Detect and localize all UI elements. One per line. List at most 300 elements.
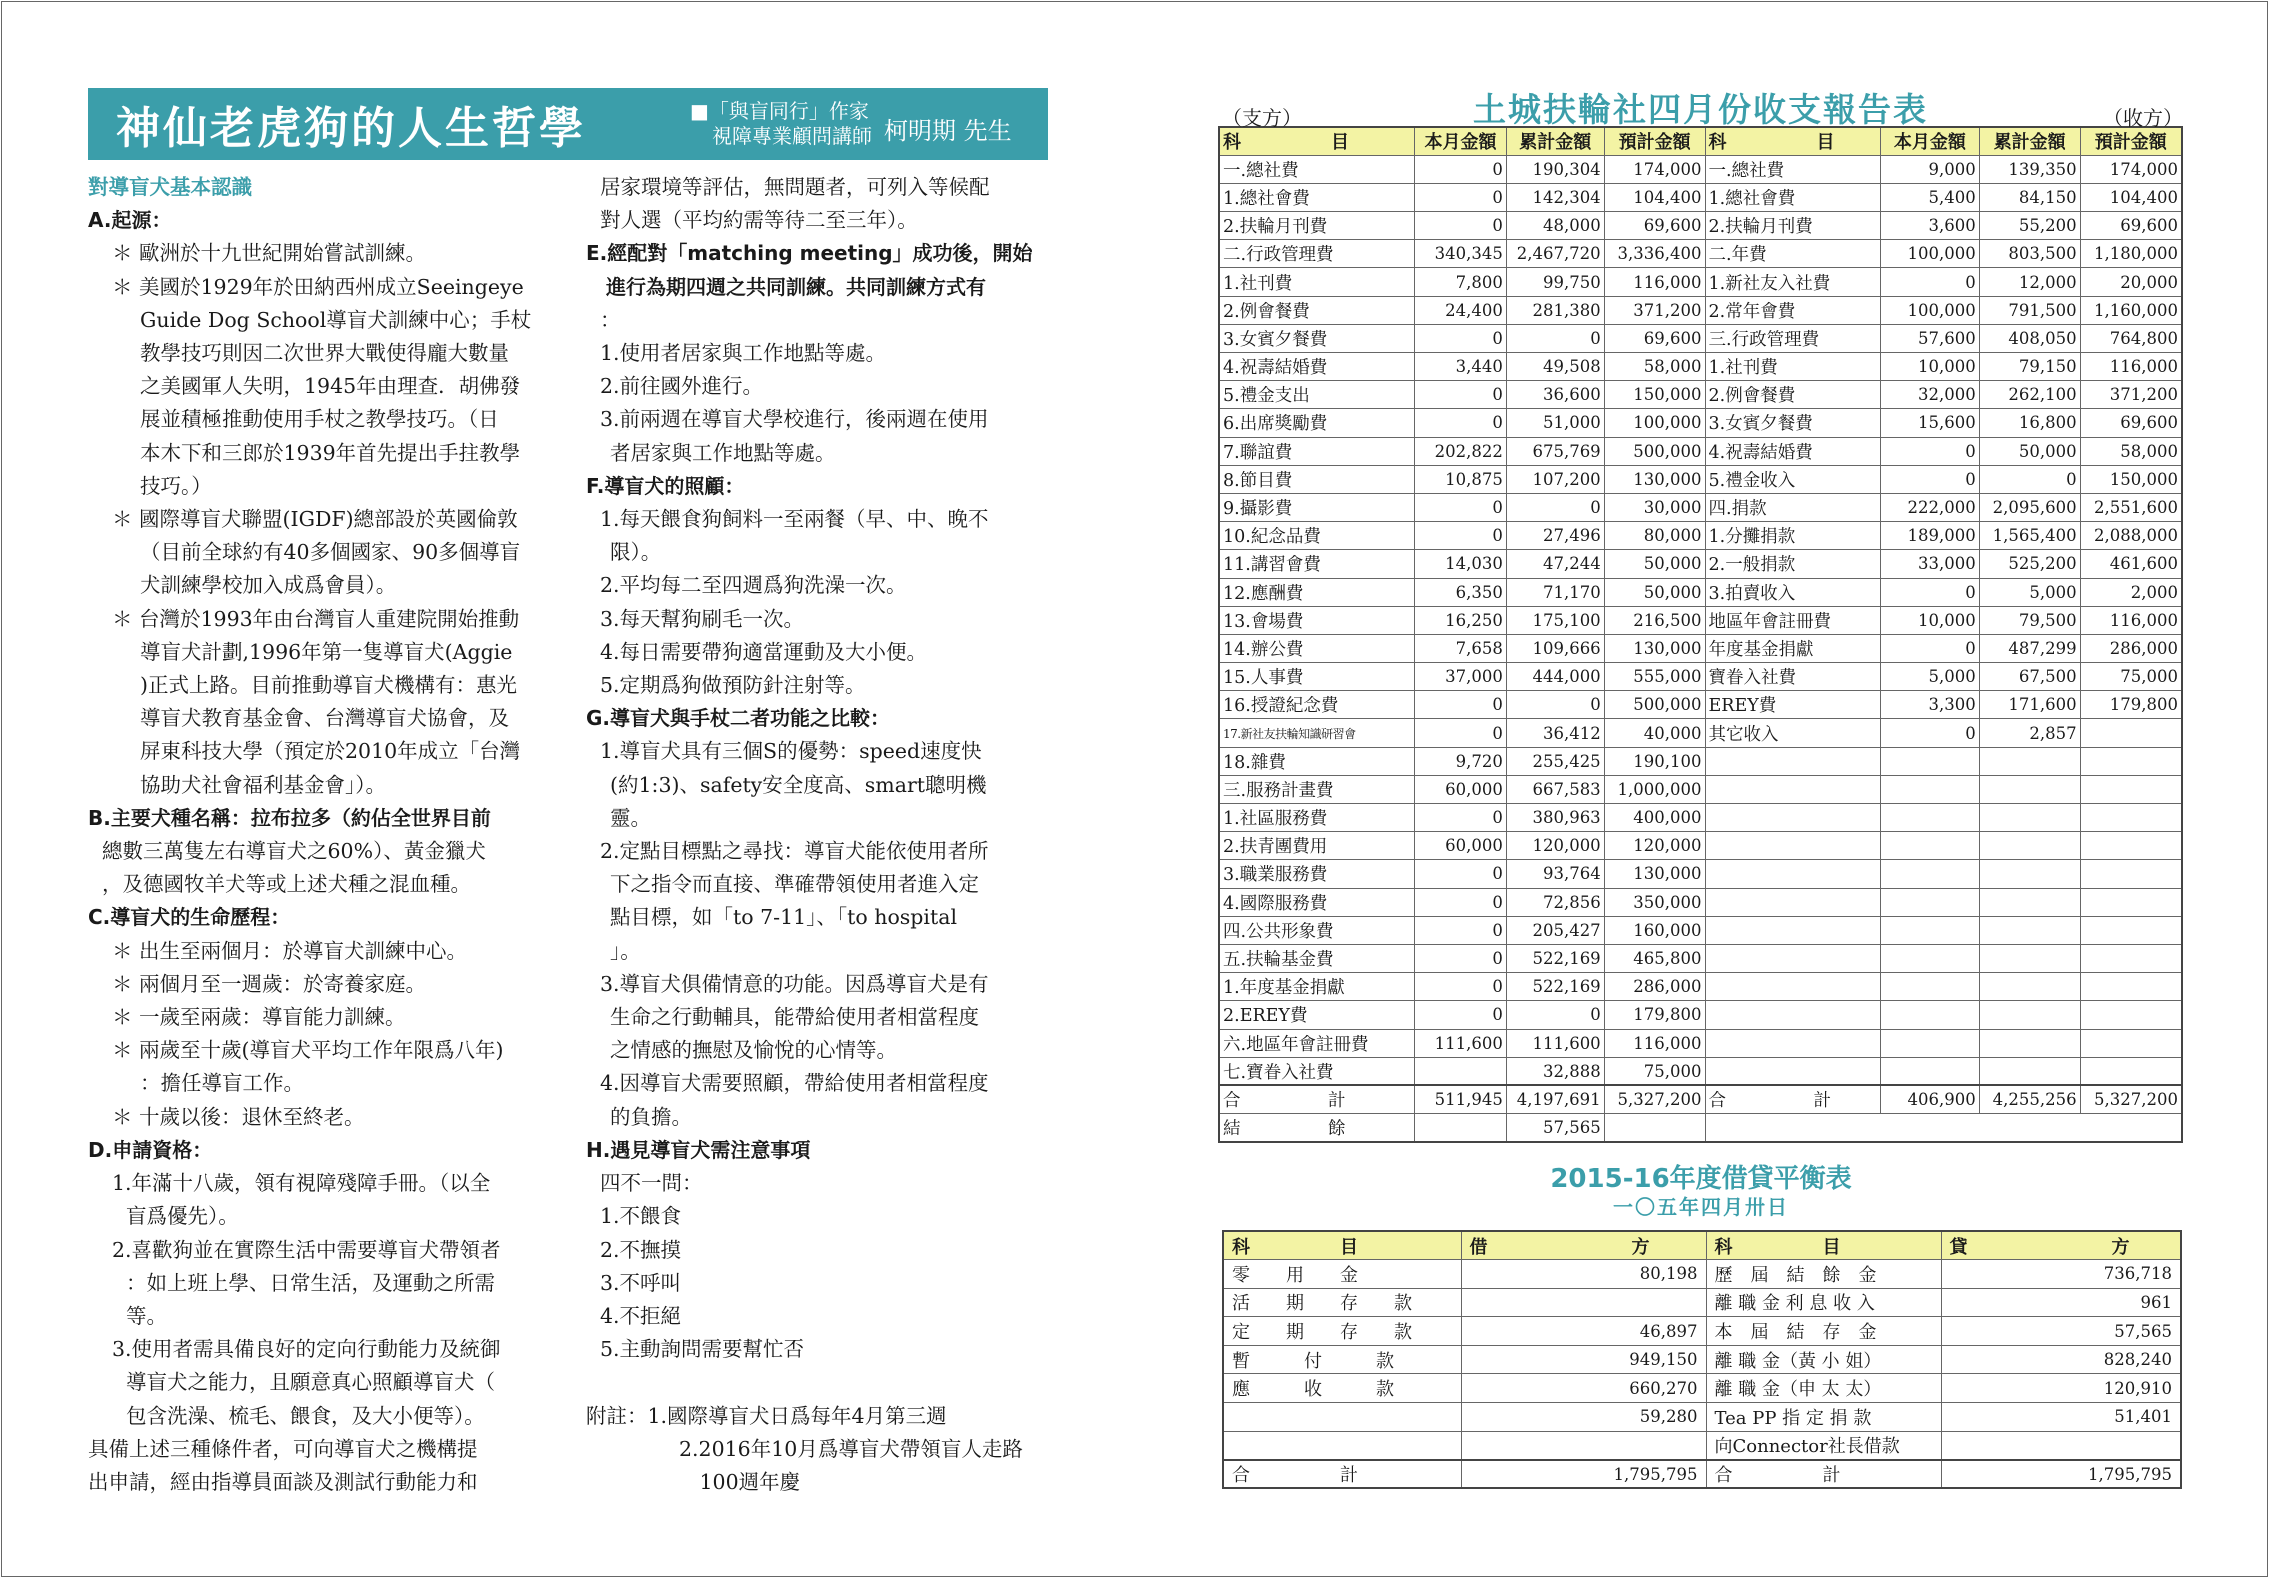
amount-cell bbox=[2080, 747, 2182, 775]
table-row bbox=[1219, 973, 2182, 1001]
balance-amount: 57,565 bbox=[1506, 1114, 1604, 1142]
amount-cell: 0 bbox=[1415, 212, 1507, 240]
article-column-right bbox=[586, 171, 1056, 1499]
item-label: 2.EREY費 bbox=[1219, 1001, 1415, 1029]
amount-cell: 36,412 bbox=[1506, 719, 1604, 747]
item-label: 活 期 存 款 bbox=[1223, 1288, 1461, 1317]
article-line: 導盲犬教育基金會、台灣導盲犬協會，及 bbox=[140, 706, 509, 731]
article-line: D.申請資格： bbox=[88, 1137, 213, 1162]
amount-cell bbox=[1880, 747, 1979, 775]
amount-cell bbox=[1880, 775, 1979, 803]
amount-cell: 55,200 bbox=[1979, 212, 2080, 240]
amount-cell: 174,000 bbox=[2080, 155, 2182, 183]
item-label: 寶眷入社費 bbox=[1705, 663, 1880, 691]
total-amount: 1,795,795 bbox=[1461, 1460, 1706, 1489]
amount-cell bbox=[2080, 888, 2182, 916]
item-label: 2.扶輪月刊費 bbox=[1219, 212, 1415, 240]
amount-cell: 67,500 bbox=[1979, 663, 2080, 691]
amount-cell: 5,000 bbox=[1979, 578, 2080, 606]
article-line: 屏東科技大學（預定於2010年成立「台灣 bbox=[140, 739, 521, 764]
article-line: ＊ 一歲至兩歲：導盲能力訓練。 bbox=[112, 1005, 406, 1030]
amount-cell: 80,000 bbox=[1604, 522, 1705, 550]
table-row bbox=[1219, 775, 2182, 803]
amount-cell bbox=[1880, 1001, 1979, 1029]
amount-cell: 10,000 bbox=[1880, 606, 1979, 634]
amount-cell: 0 bbox=[1415, 973, 1507, 1001]
total-row bbox=[1223, 1460, 2181, 1489]
amount-cell: 111,600 bbox=[1415, 1029, 1507, 1057]
amount-cell: 3,440 bbox=[1415, 353, 1507, 381]
amount-cell: 286,000 bbox=[1604, 973, 1705, 1001]
amount-cell bbox=[2080, 1029, 2182, 1057]
amount-cell: 522,169 bbox=[1506, 944, 1604, 972]
article-line: （目前全球約有40多個國家、90多個導盲 bbox=[140, 540, 521, 565]
amount-cell: 171,600 bbox=[1979, 691, 2080, 719]
expense-label: （支方） bbox=[1222, 106, 1302, 130]
amount-cell: 380,963 bbox=[1506, 804, 1604, 832]
item-label: 1.社刊費 bbox=[1219, 268, 1415, 296]
amount-cell: 487,299 bbox=[1979, 634, 2080, 662]
amount-cell: 0 bbox=[1415, 860, 1507, 888]
article-line: 限）。 bbox=[610, 540, 662, 565]
amount-cell: 949,150 bbox=[1461, 1345, 1706, 1374]
article-line: 2.喜歡狗並在實際生活中需要導盲犬帶領者 bbox=[112, 1237, 501, 1262]
amount-cell: 20,000 bbox=[2080, 268, 2182, 296]
article-line: 展並積極推動使用手杖之教學技巧。（日 bbox=[140, 407, 499, 432]
amount-cell: 104,400 bbox=[2080, 183, 2182, 211]
amount-cell bbox=[1979, 747, 2080, 775]
amount-cell: 58,000 bbox=[2080, 437, 2182, 465]
item-label bbox=[1705, 1057, 1880, 1085]
amount-cell: 120,910 bbox=[1941, 1374, 2181, 1403]
item-label: 3.女賓夕餐費 bbox=[1219, 324, 1415, 352]
amount-cell bbox=[1880, 944, 1979, 972]
amount-cell: 5,400 bbox=[1880, 183, 1979, 211]
article-line: 2.2016年10月爲導盲犬帶領盲人走路 bbox=[638, 1436, 1023, 1461]
item-label: 10.紀念品費 bbox=[1219, 522, 1415, 550]
item-label bbox=[1705, 944, 1880, 972]
amount-cell: 555,000 bbox=[1604, 663, 1705, 691]
table-row bbox=[1219, 1029, 2182, 1057]
amount-cell: 7,658 bbox=[1415, 634, 1507, 662]
amount-cell: 2,088,000 bbox=[2080, 522, 2182, 550]
amount-cell: 660,270 bbox=[1461, 1374, 1706, 1403]
article-line: 2.不撫摸 bbox=[600, 1237, 682, 1262]
column-header: 科 目 bbox=[1706, 1231, 1941, 1260]
amount-cell: 80,198 bbox=[1461, 1260, 1706, 1289]
amount-cell: 30,000 bbox=[1604, 493, 1705, 521]
total-amount: 4,197,691 bbox=[1506, 1085, 1604, 1113]
article-line: ＊ 歐洲於十九世紀開始嘗試訓練。 bbox=[112, 241, 427, 266]
item-label: Tea PP 指 定 捐 款 bbox=[1706, 1403, 1941, 1432]
table-row bbox=[1219, 634, 2182, 662]
amount-cell: 116,000 bbox=[2080, 353, 2182, 381]
article-line: ＊ 出生至兩個月：於導盲犬訓練中心。 bbox=[112, 938, 468, 963]
article-line: ：如上班上學、日常生活，及運動之所需 bbox=[126, 1270, 495, 1295]
amount-cell bbox=[2080, 1001, 2182, 1029]
amount-cell: 116,000 bbox=[2080, 606, 2182, 634]
article-line: 5.定期爲狗做預防針注射等。 bbox=[600, 673, 866, 698]
item-label: 7.聯誼費 bbox=[1219, 437, 1415, 465]
amount-cell: 0 bbox=[1979, 465, 2080, 493]
amount-cell: 0 bbox=[1415, 381, 1507, 409]
amount-cell: 100,000 bbox=[1604, 409, 1705, 437]
item-label: 五.扶輪基金費 bbox=[1219, 944, 1415, 972]
table-row bbox=[1219, 465, 2182, 493]
table-row bbox=[1219, 268, 2182, 296]
table-row bbox=[1219, 944, 2182, 972]
table-row bbox=[1219, 691, 2182, 719]
amount-cell: 59,280 bbox=[1461, 1403, 1706, 1432]
amount-cell: 160,000 bbox=[1604, 916, 1705, 944]
amount-cell: 791,500 bbox=[1979, 296, 2080, 324]
table-row bbox=[1219, 578, 2182, 606]
amount-cell: 130,000 bbox=[1604, 634, 1705, 662]
amount-cell bbox=[2080, 719, 2182, 747]
amount-cell: 71,170 bbox=[1506, 578, 1604, 606]
article-line: 2.平均每二至四週爲狗洗澡一次。 bbox=[600, 573, 907, 598]
column-header: 預計金額 bbox=[2080, 127, 2182, 155]
amount-cell bbox=[1461, 1288, 1706, 1317]
amount-cell: 0 bbox=[1880, 719, 1979, 747]
amount-cell: 1,565,400 bbox=[1979, 522, 2080, 550]
total-amount: 5,327,200 bbox=[2080, 1085, 2182, 1113]
article-line: 出申請，經由指導員面談及測試行動能力和 bbox=[88, 1469, 478, 1494]
amount-cell: 2,551,600 bbox=[2080, 493, 2182, 521]
article-line: ： bbox=[600, 307, 621, 332]
article-line: 4.每日需要帶狗適當運動及大小便。 bbox=[600, 639, 928, 664]
item-label: 向Connector社長借款 bbox=[1706, 1431, 1941, 1460]
amount-cell: 46,897 bbox=[1461, 1317, 1706, 1346]
item-label: 其它收入 bbox=[1705, 719, 1880, 747]
amount-cell: 262,100 bbox=[1979, 381, 2080, 409]
item-label bbox=[1705, 775, 1880, 803]
amount-cell: 0 bbox=[1415, 888, 1507, 916]
article-line: 2.定點目標點之尋找：導盲犬能依使用者所 bbox=[600, 839, 989, 864]
amount-cell bbox=[1979, 1001, 2080, 1029]
article-line: 等。 bbox=[126, 1303, 167, 1328]
item-label: 三.服務計畫費 bbox=[1219, 775, 1415, 803]
item-label: 18.雜費 bbox=[1219, 747, 1415, 775]
amount-cell bbox=[1979, 860, 2080, 888]
amount-cell: 33,000 bbox=[1880, 550, 1979, 578]
item-label: 2.一般捐款 bbox=[1705, 550, 1880, 578]
column-header: 累計金額 bbox=[1979, 127, 2080, 155]
amount-cell: 7,800 bbox=[1415, 268, 1507, 296]
amount-cell: 1,000,000 bbox=[1604, 775, 1705, 803]
amount-cell: 111,600 bbox=[1506, 1029, 1604, 1057]
article-line: Guide Dog School導盲犬訓練中心；手杖 bbox=[140, 307, 532, 332]
amount-cell: 0 bbox=[1506, 691, 1604, 719]
article-line: H.遇見導盲犬需注意事項 bbox=[586, 1137, 811, 1162]
table-row bbox=[1219, 493, 2182, 521]
article-line: 點目標，如「to 7-11」、「to hospital bbox=[610, 905, 958, 930]
table-row bbox=[1219, 860, 2182, 888]
article-line: ＊ 美國於1929年於田納西州成立Seeingeye bbox=[112, 274, 524, 299]
balance-amount bbox=[1415, 1114, 1507, 1142]
article-line: 3.前兩週在導盲犬學校進行，後兩週在使用 bbox=[600, 407, 989, 432]
amount-cell bbox=[1979, 916, 2080, 944]
article-line: B.主要犬種名稱：拉布拉多（約佔全世界目前 bbox=[88, 805, 491, 830]
item-label: 1.社區服務費 bbox=[1219, 804, 1415, 832]
amount-cell: 281,380 bbox=[1506, 296, 1604, 324]
table-row bbox=[1219, 1057, 2182, 1085]
article-line: 4.不拒絕 bbox=[600, 1303, 682, 1328]
amount-cell: 79,150 bbox=[1979, 353, 2080, 381]
item-label: 12.應酬費 bbox=[1219, 578, 1415, 606]
amount-cell: 0 bbox=[1880, 465, 1979, 493]
table-row bbox=[1219, 212, 2182, 240]
amount-cell: 0 bbox=[1415, 493, 1507, 521]
balance-sheet-table bbox=[1222, 1230, 2182, 1489]
total-amount: 4,255,256 bbox=[1979, 1085, 2080, 1113]
article-line: 導盲犬計劃,1996年第一隻導盲犬(Aggie bbox=[140, 639, 513, 664]
amount-cell: 84,150 bbox=[1979, 183, 2080, 211]
article-line: E.經配對「matching meeting」成功後，開始 bbox=[586, 241, 1033, 266]
amount-cell: 50,000 bbox=[1979, 437, 2080, 465]
amount-cell: 104,400 bbox=[1604, 183, 1705, 211]
amount-cell: 0 bbox=[1506, 324, 1604, 352]
item-label: 3.女賓夕餐費 bbox=[1705, 409, 1880, 437]
item-label bbox=[1705, 1001, 1880, 1029]
amount-cell bbox=[1979, 775, 2080, 803]
item-label bbox=[1223, 1431, 1461, 1460]
article-line bbox=[586, 1366, 1056, 1399]
amount-cell: 120,000 bbox=[1506, 832, 1604, 860]
amount-cell: 189,000 bbox=[1880, 522, 1979, 550]
item-label: 2.扶輪月刊費 bbox=[1705, 212, 1880, 240]
amount-cell bbox=[1979, 804, 2080, 832]
amount-cell: 120,000 bbox=[1604, 832, 1705, 860]
amount-cell bbox=[1880, 860, 1979, 888]
item-label bbox=[1705, 1029, 1880, 1057]
article-line: 對人選（平均約需等待二至三年）。 bbox=[600, 208, 918, 233]
amount-cell: 139,350 bbox=[1979, 155, 2080, 183]
amount-cell: 828,240 bbox=[1941, 1345, 2181, 1374]
item-label: 零 用 金 bbox=[1223, 1260, 1461, 1289]
amount-cell bbox=[2080, 860, 2182, 888]
amount-cell bbox=[2080, 832, 2182, 860]
table-row bbox=[1219, 1001, 2182, 1029]
item-label: 四.捐款 bbox=[1705, 493, 1880, 521]
column-header: 預計金額 bbox=[1604, 127, 1705, 155]
article-line: 1.每天餵食狗飼料一至兩餐（早、中、晚不 bbox=[600, 507, 989, 532]
balance-sheet-title: 2015-16年度借貸平衡表 bbox=[1550, 1164, 1852, 1194]
item-label: 1.總社會費 bbox=[1705, 183, 1880, 211]
article-line: 之美國軍人失明，1945年由理查．胡佛發 bbox=[140, 374, 521, 399]
amount-cell: 49,508 bbox=[1506, 353, 1604, 381]
total-label: 合 計 bbox=[1219, 1085, 1415, 1113]
amount-cell: 10,000 bbox=[1880, 353, 1979, 381]
amount-cell: 60,000 bbox=[1415, 775, 1507, 803]
author-role bbox=[690, 99, 872, 149]
column-header: 科 目 bbox=[1219, 127, 1415, 155]
balance-amount bbox=[1604, 1114, 1705, 1142]
amount-cell: 150,000 bbox=[1604, 381, 1705, 409]
table-row bbox=[1219, 832, 2182, 860]
amount-cell bbox=[2080, 916, 2182, 944]
amount-cell: 51,000 bbox=[1506, 409, 1604, 437]
amount-cell bbox=[1880, 804, 1979, 832]
article-line: A.起源： bbox=[88, 208, 172, 233]
article-line: 2.前往國外進行。 bbox=[600, 374, 764, 399]
amount-cell bbox=[1979, 944, 2080, 972]
amount-cell: 0 bbox=[1880, 437, 1979, 465]
balance-sheet bbox=[1222, 1158, 2180, 1489]
amount-cell: 27,496 bbox=[1506, 522, 1604, 550]
report-header-row bbox=[1219, 127, 2182, 155]
article-line: 生命之行動輔具，能帶給使用者相當程度 bbox=[610, 1005, 979, 1030]
article-line: 4.因導盲犬需要照顧，帶給使用者相當程度 bbox=[600, 1071, 989, 1096]
item-label: 一.總社費 bbox=[1219, 155, 1415, 183]
item-label: 應 收 款 bbox=[1223, 1374, 1461, 1403]
amount-cell: 2,467,720 bbox=[1506, 240, 1604, 268]
amount-cell: 32,000 bbox=[1880, 381, 1979, 409]
article-line: ＊ 兩個月至一週歲：於寄養家庭。 bbox=[112, 971, 427, 996]
amount-cell bbox=[1880, 888, 1979, 916]
total-amount: 406,900 bbox=[1880, 1085, 1979, 1113]
author-role-line1: ■「與盲同行」作家 bbox=[690, 99, 869, 123]
amount-cell: 47,244 bbox=[1506, 550, 1604, 578]
table-row bbox=[1219, 409, 2182, 437]
amount-cell: 0 bbox=[1415, 409, 1507, 437]
amount-cell: 57,565 bbox=[1941, 1317, 2181, 1346]
article-line: C.導盲犬的生命歷程： bbox=[88, 905, 291, 930]
table-row bbox=[1223, 1374, 2181, 1403]
amount-cell bbox=[1941, 1431, 2181, 1460]
article-line: 者居家與工作地點等處。 bbox=[610, 440, 836, 465]
balance-label: 結 餘 bbox=[1219, 1114, 1415, 1142]
amount-cell: 9,000 bbox=[1880, 155, 1979, 183]
amount-cell bbox=[1979, 973, 2080, 1001]
article-line: G.導盲犬與手杖二者功能之比較： bbox=[586, 706, 891, 731]
amount-cell: 222,000 bbox=[1880, 493, 1979, 521]
article-line: 1.導盲犬具有三個S的優勢：speed速度快 bbox=[600, 739, 982, 764]
amount-cell: 803,500 bbox=[1979, 240, 2080, 268]
amount-cell bbox=[1979, 1029, 2080, 1057]
income-expense-report bbox=[1218, 84, 2183, 1143]
amount-cell: 5,000 bbox=[1880, 663, 1979, 691]
author-role-line2: 視障專業顧問講師 bbox=[712, 124, 872, 148]
table-row bbox=[1219, 719, 2182, 747]
article-line: 總數三萬隻左右導盲犬之60%）、黃金獵犬 bbox=[102, 839, 486, 864]
article-line: 包含洗澡、梳毛、餵食，及大小便等）。 bbox=[126, 1403, 485, 1428]
item-label: 1.新社友入社費 bbox=[1705, 268, 1880, 296]
total-label: 合 計 bbox=[1705, 1085, 1880, 1113]
table-row bbox=[1223, 1403, 2181, 1432]
item-label: 1.社刊費 bbox=[1705, 353, 1880, 381]
column-header: 科 目 bbox=[1705, 127, 1880, 155]
table-row bbox=[1223, 1431, 2181, 1460]
column-header: 科 目 bbox=[1223, 1231, 1461, 1260]
article-title: 神仙老虎狗的人生哲學 bbox=[116, 103, 586, 154]
amount-cell: 0 bbox=[1415, 183, 1507, 211]
article-line: 1.使用者居家與工作地點等處。 bbox=[600, 341, 887, 366]
article-line: 進行為期四週之共同訓練。共同訓練方式有 bbox=[586, 274, 986, 299]
amount-cell: 75,000 bbox=[2080, 663, 2182, 691]
amount-cell: 142,304 bbox=[1506, 183, 1604, 211]
amount-cell: 37,000 bbox=[1415, 663, 1507, 691]
item-label: 六.地區年會註冊費 bbox=[1219, 1029, 1415, 1057]
amount-cell: 961 bbox=[1941, 1288, 2181, 1317]
item-label: 三.行政管理費 bbox=[1705, 324, 1880, 352]
amount-cell bbox=[2080, 775, 2182, 803]
amount-cell bbox=[2080, 944, 2182, 972]
amount-cell: 130,000 bbox=[1604, 860, 1705, 888]
amount-cell: 205,427 bbox=[1506, 916, 1604, 944]
amount-cell: 350,000 bbox=[1604, 888, 1705, 916]
column-header: 貸 方 bbox=[1941, 1231, 2181, 1260]
article-line: ：擔任導盲工作。 bbox=[140, 1071, 304, 1096]
article-line: F.導盲犬的照顧： bbox=[586, 473, 745, 498]
article-line: 1.不餵食 bbox=[600, 1204, 682, 1229]
amount-cell: 0 bbox=[1415, 944, 1507, 972]
amount-cell: 0 bbox=[1415, 522, 1507, 550]
article bbox=[88, 88, 1048, 160]
table-row bbox=[1219, 804, 2182, 832]
item-label: 6.出席獎勵費 bbox=[1219, 409, 1415, 437]
amount-cell: 500,000 bbox=[1604, 691, 1705, 719]
amount-cell: 461,600 bbox=[2080, 550, 2182, 578]
article-line: 3.每天幫狗刷毛一次。 bbox=[600, 606, 805, 631]
amount-cell: 2,857 bbox=[1979, 719, 2080, 747]
amount-cell: 58,000 bbox=[1604, 353, 1705, 381]
article-line: 本木下和三郎於1939年首先提出手拄教學 bbox=[140, 440, 521, 465]
amount-cell: 69,600 bbox=[2080, 212, 2182, 240]
amount-cell: 179,800 bbox=[2080, 691, 2182, 719]
amount-cell: 2,000 bbox=[2080, 578, 2182, 606]
item-label: 暫 付 款 bbox=[1223, 1345, 1461, 1374]
amount-cell: 667,583 bbox=[1506, 775, 1604, 803]
article-line: 四不一問： bbox=[600, 1171, 703, 1196]
amount-cell: 286,000 bbox=[2080, 634, 2182, 662]
amount-cell: 72,856 bbox=[1506, 888, 1604, 916]
amount-cell: 0 bbox=[1880, 268, 1979, 296]
amount-cell bbox=[2080, 973, 2182, 1001]
item-label: 定 期 存 款 bbox=[1223, 1317, 1461, 1346]
amount-cell: 202,822 bbox=[1415, 437, 1507, 465]
amount-cell: 0 bbox=[1415, 324, 1507, 352]
item-label bbox=[1705, 860, 1880, 888]
item-label: 14.辦公費 bbox=[1219, 634, 1415, 662]
amount-cell: 79,500 bbox=[1979, 606, 2080, 634]
column-header: 累計金額 bbox=[1506, 127, 1604, 155]
article-line: 3.不呼叫 bbox=[600, 1270, 682, 1295]
amount-cell: 3,300 bbox=[1880, 691, 1979, 719]
amount-cell: 48,000 bbox=[1506, 212, 1604, 240]
item-label: 15.人事費 bbox=[1219, 663, 1415, 691]
amount-cell: 3,336,400 bbox=[1604, 240, 1705, 268]
table-row bbox=[1219, 888, 2182, 916]
item-label: 地區年會註冊費 bbox=[1705, 606, 1880, 634]
item-label: 2.例會餐費 bbox=[1705, 381, 1880, 409]
amount-cell: 69,600 bbox=[2080, 409, 2182, 437]
item-label: 4.國際服務費 bbox=[1219, 888, 1415, 916]
table-row bbox=[1219, 522, 2182, 550]
amount-cell: 116,000 bbox=[1604, 1029, 1705, 1057]
amount-cell: 60,000 bbox=[1415, 832, 1507, 860]
item-label: 本 屆 結 存 金 bbox=[1706, 1317, 1941, 1346]
amount-cell: 10,875 bbox=[1415, 465, 1507, 493]
item-label: 11.講習會費 bbox=[1219, 550, 1415, 578]
table-row bbox=[1219, 606, 2182, 634]
column-header: 本月金額 bbox=[1880, 127, 1979, 155]
total-label: 合 計 bbox=[1706, 1460, 1941, 1489]
amount-cell: 0 bbox=[1506, 1001, 1604, 1029]
amount-cell: 99,750 bbox=[1506, 268, 1604, 296]
amount-cell bbox=[2080, 1057, 2182, 1085]
amount-cell bbox=[1461, 1431, 1706, 1460]
